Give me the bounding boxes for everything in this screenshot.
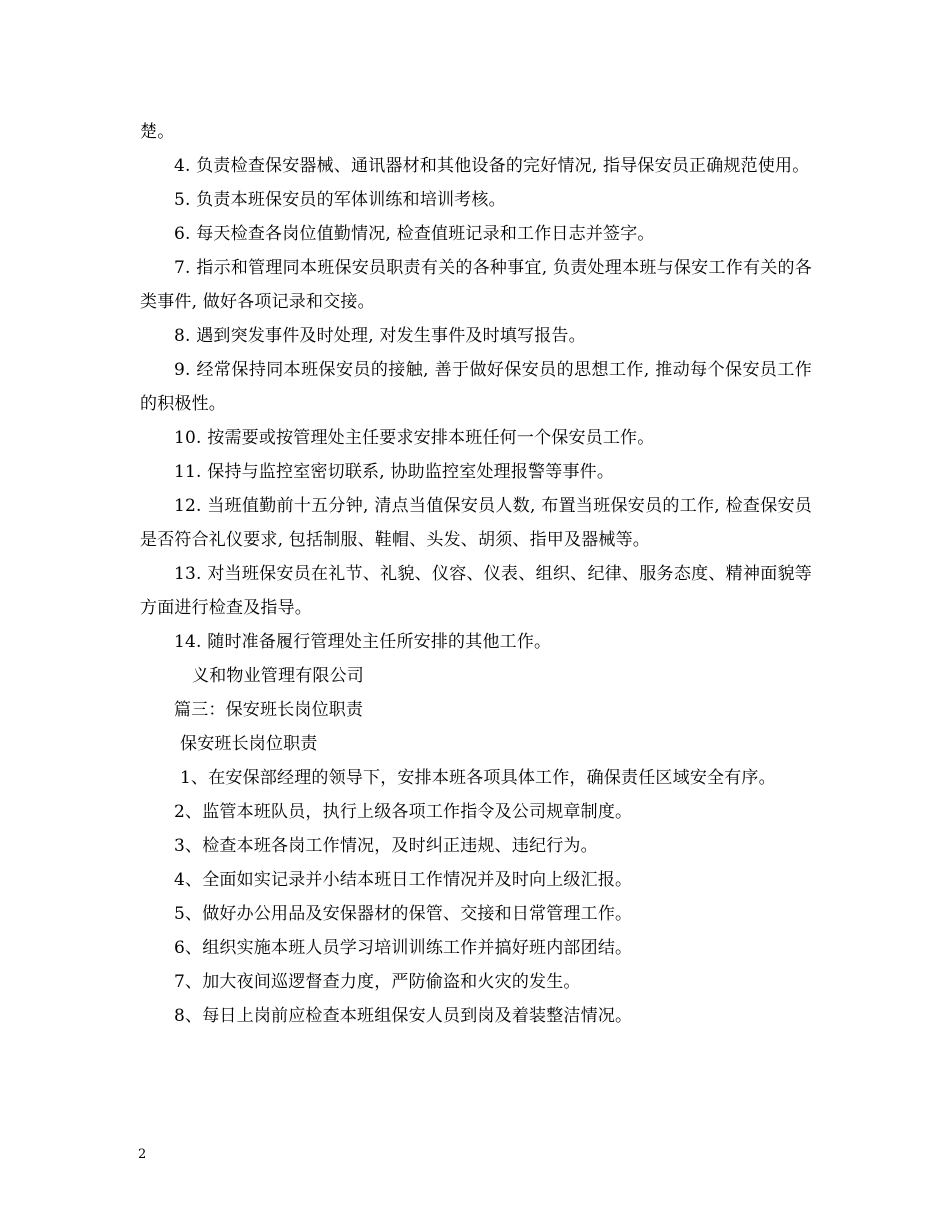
paragraph-leader-duty-2: 2、监管本班队员，执行上级各项工作指令及公司规章制度。 (174, 802, 633, 822)
paragraph-duty-4: 4. 负责检查保安器械、通讯器材和其他设备的完好情况, 指导保安员正确规范使用。 (174, 156, 810, 176)
paragraph-leader-duty-5: 5、做好办公用品及安保器材的保管、交接和日常管理工作。 (174, 904, 633, 924)
paragraph-duty-6: 6. 每天检查各岗位值勤情况, 检查值班记录和工作日志并签字。 (174, 224, 655, 244)
paragraph-duty-13: 13. 对当班保安员在礼节、礼貌、仪容、仪表、组织、纪律、服务态度、精神面貌等方面进行检查及指导。 (140, 564, 812, 618)
paragraph-leader-duty-6: 6、组织实施本班人员学习培训训练工作并搞好班内部团结。 (174, 938, 633, 958)
company-name: 义和物业管理有限公司 (192, 666, 364, 686)
paragraph-leader-duty-4: 4、全面如实记录并小结本班日工作情况并及时向上级汇报。 (174, 870, 633, 890)
paragraph-duty-7: 7. 指示和管理同本班保安员职责有关的各种事宜, 负责处理本班与保安工作有关的各类事件, 做好各项记录和交接。 (140, 258, 812, 312)
paragraph-leader-duty-1: 1、在安保部经理的领导下，安排本班各项具体工作，确保责任区域安全有序。 (180, 768, 776, 788)
paragraph-duty-12: 12. 当班值勤前十五分钟, 清点当值保安员人数, 布置当班保安员的工作, 检查保安员是否符合礼仪要求, 包括制服、鞋帽、头发、胡须、指甲及器械等。 (140, 496, 812, 550)
paragraph-duty-11: 11. 保持与监控室密切联系, 协助监控室处理报警等事件。 (174, 462, 615, 482)
document-body (140, 115, 812, 1033)
paragraph-duty-10: 10. 按需要或按管理处主任要求安排本班任何一个保安员工作。 (174, 428, 655, 448)
paragraph-leader-duty-7: 7、加大夜间巡逻督查力度，严防偷盗和火灾的发生。 (174, 972, 581, 992)
section-heading: 篇三：保安班长岗位职责 (174, 700, 364, 720)
paragraph-continuation: 楚。 (140, 122, 175, 142)
paragraph-duty-5: 5. 负责本班保安员的军体训练和培训考核。 (174, 190, 506, 210)
paragraph-duty-9: 9. 经常保持同本班保安员的接触, 善于做好保安员的思想工作, 推动每个保安员工作的积极性。 (140, 360, 812, 414)
paragraph-duty-14: 14. 随时准备履行管理处主任所安排的其他工作。 (174, 632, 552, 652)
page-number: 2 (138, 1147, 147, 1162)
paragraph-leader-duty-3: 3、检查本班各岗工作情况，及时纠正违规、违纪行为。 (174, 836, 598, 856)
paragraph-leader-duty-8: 8、每日上岗前应检查本班组保安人员到岗及着装整洁情况。 (174, 1006, 633, 1026)
section-title: 保安班长岗位职责 (180, 734, 318, 754)
paragraph-duty-8: 8. 遇到突发事件及时处理, 对发生事件及时填写报告。 (174, 326, 586, 346)
